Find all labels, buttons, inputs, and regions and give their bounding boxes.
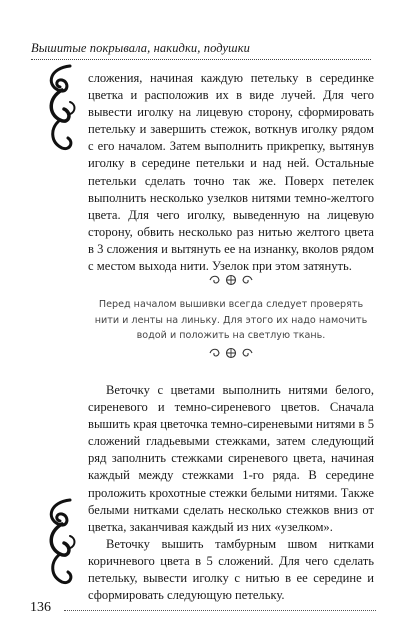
paragraph-bottom-2: Веточку вышить тамбурным швом нитками коричневого цвета в 5 сложений. Для чего сделать петельку, вывести иголку с нитью в ее середине и сформировать следующую петельку.: [88, 536, 374, 603]
floral-divider-icon: [88, 272, 374, 287]
running-title: Вышитые покрывала, накидки, подушки: [31, 41, 251, 55]
header-dotted-rule: [31, 59, 371, 60]
body-text-top: [88, 70, 374, 275]
paragraph-top: сложения, начиная каждую петельку в серединке цветка и расположив их в виде лучей. Для чего вывести иголку на лицевую сторону, сформировать петельку и завершить стежок, воткнув иголку рядом с его началом. Затем выполнить прикрепку, вытянув иголку в середине петельки и над ней. Остальные петельки сделать точно так же. Поверх петелек выполнить несколько узелков нитями темно-желтого цвета. Для чего иголку, выведенную на лицевую сторону, обвить несколько раз нитью желтого цвета в 3 сложения и вытянуть ее на изнанку, вколов рядом с местом выхода нити. Узелок при этом затянуть.: [88, 71, 374, 274]
tip-note: Перед началом вышивки всегда следует проверять нити и ленты на линьку. Для этого их надо намочить водой и положить на светлую ткань.: [94, 299, 368, 342]
scroll-flourish-icon: [40, 62, 80, 152]
footer-dotted-rule: [64, 610, 376, 611]
paragraph-bottom-1: Веточку с цветами выполнить нитями белого, сиреневого и темно-сиреневого цветов. Сначала вышить края цветочка темно-сиреневыми нитями в 5 сложений гладьевыми стежками, затем следующий ряд заполнить стежками сиреневого цвета, начиная каждый между стежками 1-го ряда. В середине проложить крохотные стежки белыми нитями. Также белыми нитками сделать несколько стежков вниз от цветка, заканчивая каждый из них «узелком».: [88, 383, 374, 534]
scroll-flourish-icon: [40, 496, 80, 586]
body-text-bottom: [88, 382, 374, 604]
floral-divider-icon: [88, 345, 374, 360]
page-number: 136: [30, 600, 51, 615]
